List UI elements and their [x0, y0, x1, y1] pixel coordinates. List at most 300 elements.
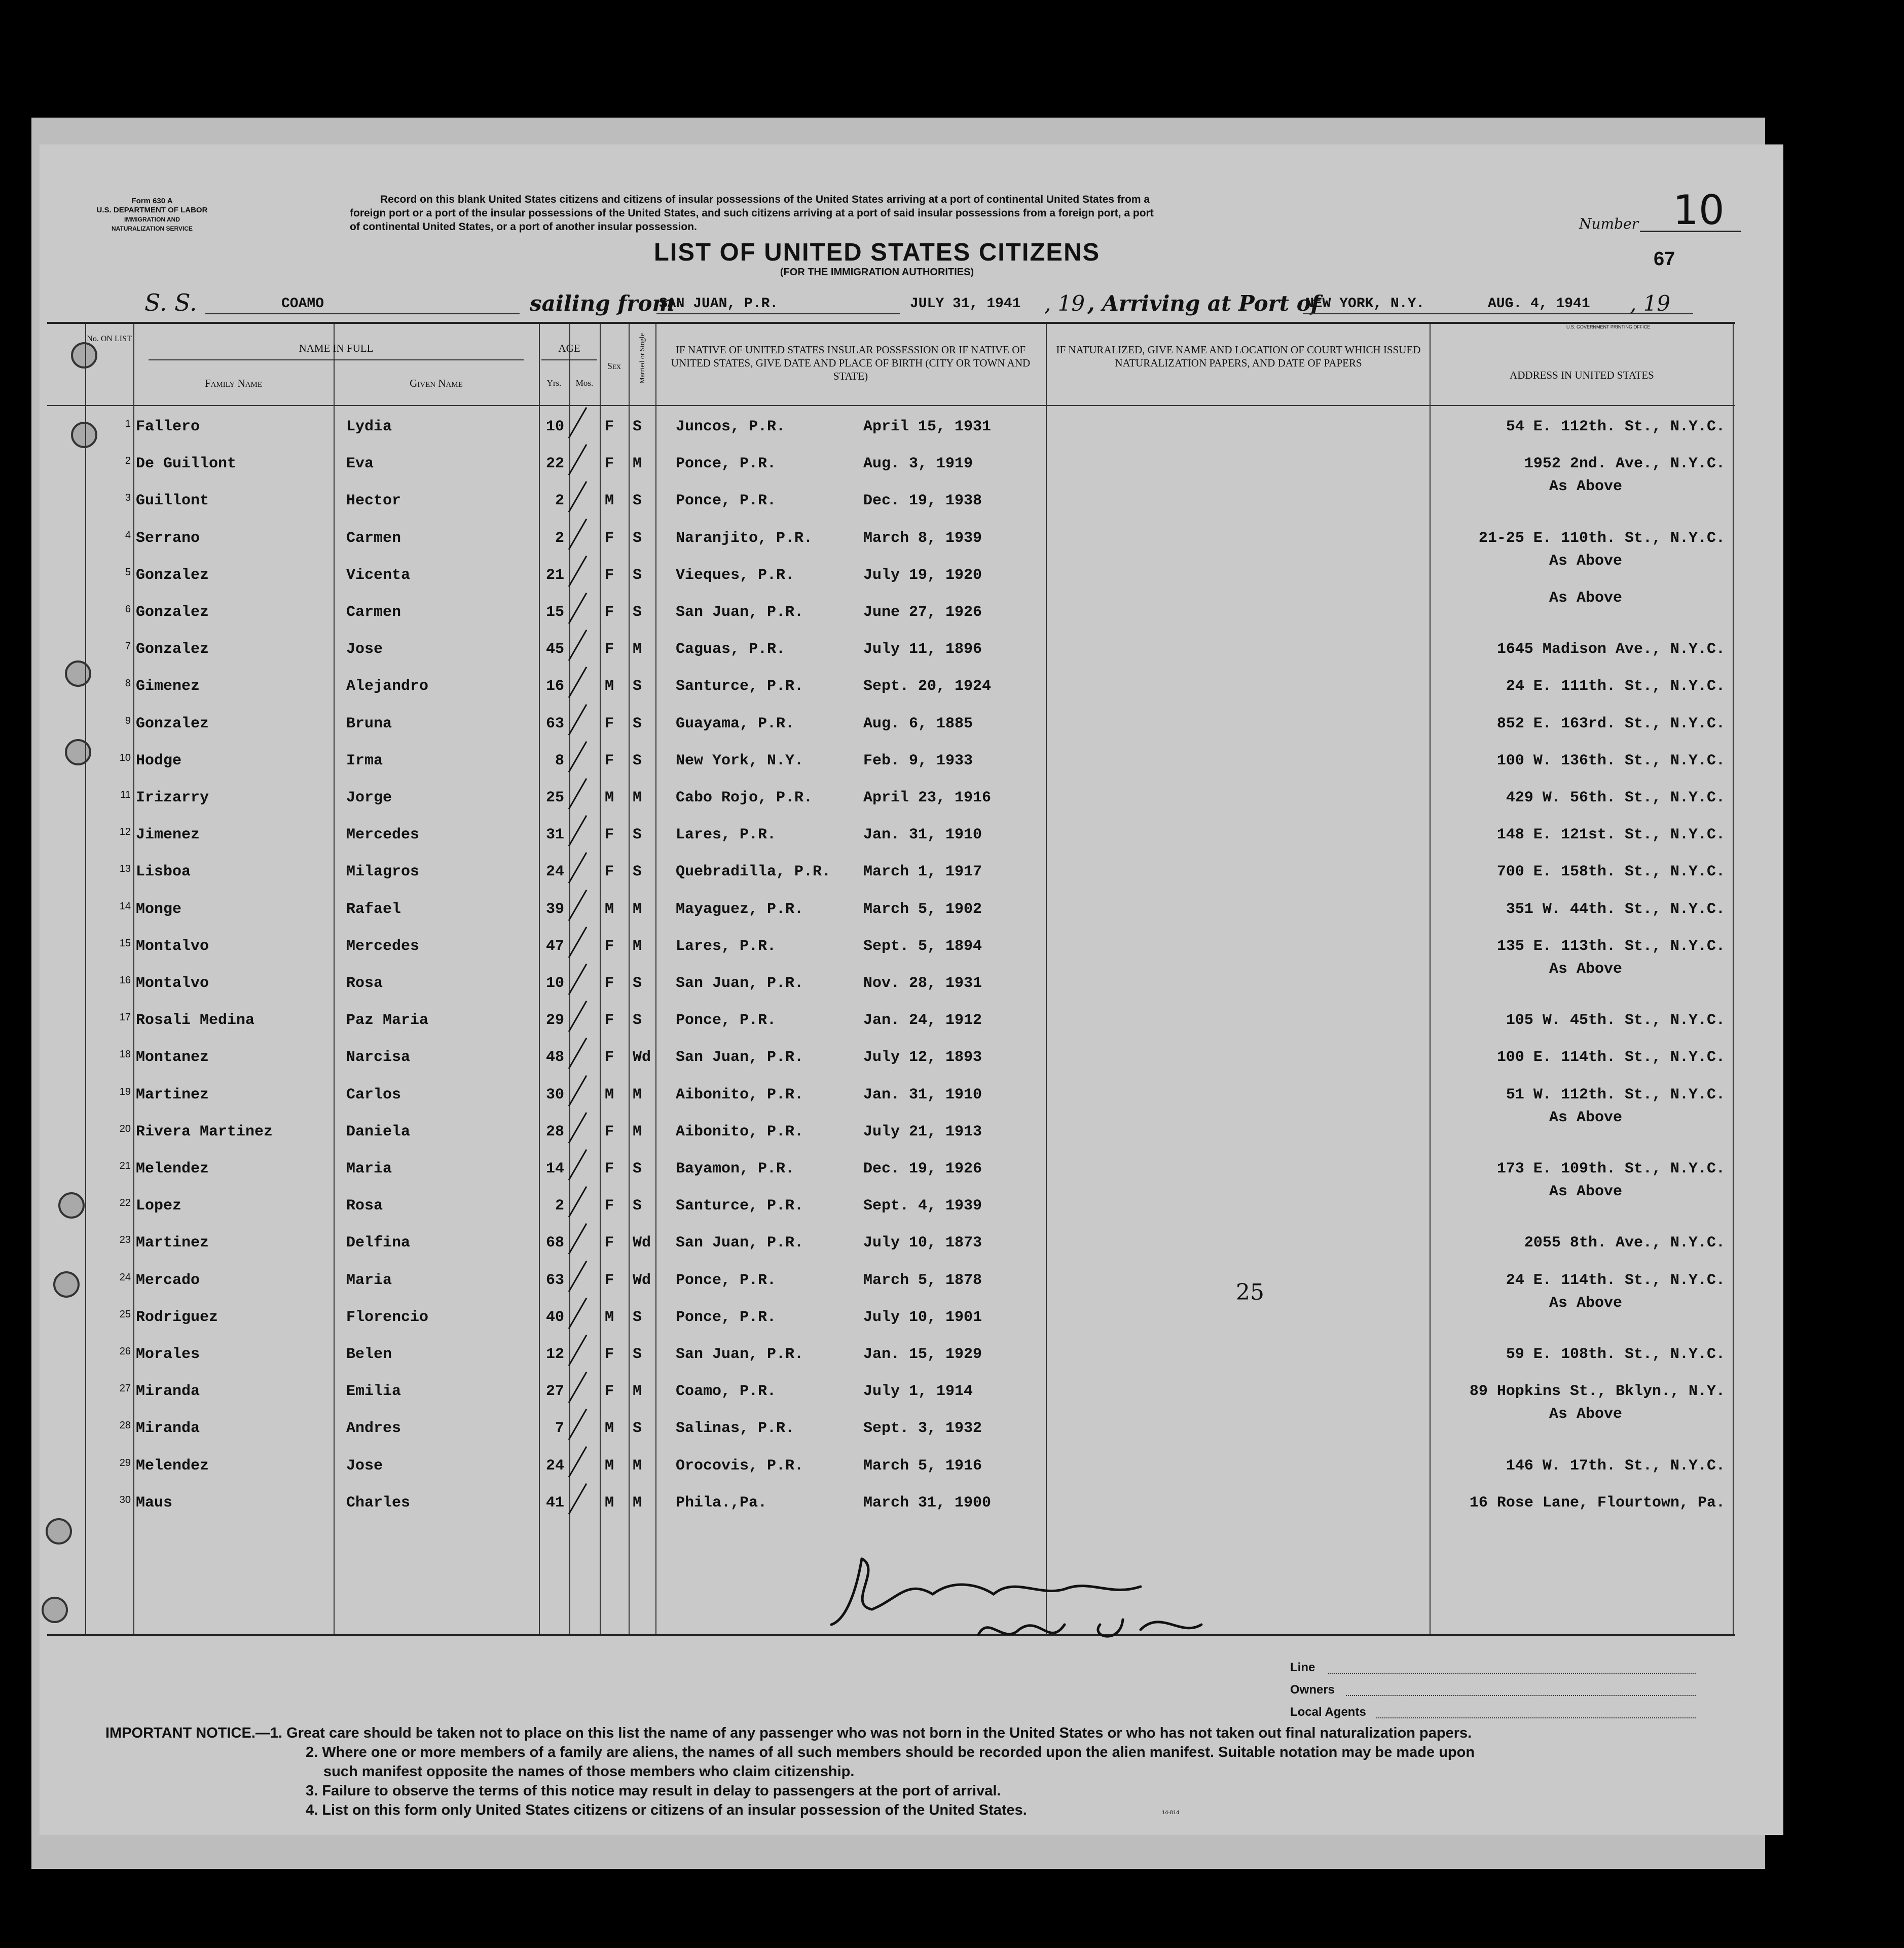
arrival-underline — [1303, 313, 1693, 314]
cell-sex: F — [605, 715, 614, 732]
instructions-line-1: Record on this blank United States citizens and citizens of insular possessions of the United States arriving at a port of continental United States from a — [380, 194, 1150, 205]
check-mark — [568, 519, 588, 550]
cell-sex: M — [605, 1420, 614, 1438]
ship-name: COAMO — [281, 296, 324, 312]
cell-sex: M — [605, 678, 614, 695]
cell-ms: S — [633, 492, 642, 510]
cell-given: Jorge — [346, 789, 392, 806]
check-mark — [568, 556, 588, 587]
cell-family: Mercado — [136, 1271, 200, 1289]
cell-no: 27 — [119, 1383, 131, 1394]
cell-date: April 15, 1931 — [863, 418, 992, 435]
cell-address: As Above — [1549, 1183, 1623, 1201]
cell-no: 8 — [125, 678, 131, 689]
cell-place: Cabo Rojo, P.R. — [676, 789, 813, 806]
cell-given: Emilia — [346, 1383, 401, 1401]
notice-item-2a: 2. Where one or more members of a family are aliens, the names of all such members should be recorded upon the alien manifest. Suitable notation may be made upon — [306, 1744, 1475, 1760]
cell-ms: M — [633, 641, 642, 658]
cell-no: 22 — [119, 1197, 131, 1209]
cell-sex: F — [605, 752, 614, 769]
check-mark — [568, 1261, 588, 1292]
ship-underline — [205, 313, 520, 314]
cell-family: Montalvo — [136, 937, 209, 955]
cell-ms: M — [633, 1494, 642, 1512]
col-divider — [334, 324, 335, 1634]
cell-date: July 19, 1920 — [863, 566, 982, 584]
cell-no: 9 — [125, 715, 131, 726]
check-mark — [568, 407, 588, 438]
check-mark — [568, 481, 588, 512]
cell-place: Lares, P.R. — [676, 937, 777, 955]
cell-date: March 5, 1878 — [863, 1271, 982, 1289]
cell-ms: S — [633, 566, 642, 584]
cell-no: 25 — [119, 1308, 131, 1320]
col-divider — [655, 324, 656, 1634]
cell-ms: S — [633, 1346, 642, 1363]
cell-family: Lisboa — [136, 863, 191, 881]
cell-place: Guayama, P.R. — [676, 715, 795, 732]
cell-address: 351 W. 44th. St., N.Y.C. — [1506, 900, 1725, 918]
sailing-underline — [656, 313, 900, 314]
cell-given: Lydia — [346, 418, 392, 435]
cell-given: Mercedes — [346, 826, 420, 844]
cell-yrs: 41 — [545, 1494, 564, 1512]
cell-sex: F — [605, 1049, 614, 1067]
check-mark — [568, 1409, 588, 1440]
cell-given: Hector — [346, 492, 401, 510]
col-divider — [600, 324, 601, 1634]
cell-family: De Guillont — [136, 455, 237, 473]
cell-address: As Above — [1549, 1109, 1623, 1126]
cell-yrs: 22 — [545, 455, 564, 473]
notice-heading: IMPORTANT NOTICE.— — [105, 1725, 270, 1741]
cell-yrs: 15 — [545, 604, 564, 621]
cell-address: 21-25 E. 110th. St., N.Y.C. — [1478, 529, 1725, 547]
cell-yrs: 29 — [545, 1012, 564, 1030]
check-mark — [568, 1483, 588, 1515]
cell-date: Aug. 6, 1885 — [863, 715, 973, 732]
cell-address: 1645 Madison Ave., N.Y.C. — [1496, 641, 1725, 658]
cell-yrs: 40 — [545, 1308, 564, 1326]
cell-date: Feb. 9, 1933 — [863, 752, 973, 769]
cell-date: Sept. 4, 1939 — [863, 1197, 982, 1215]
cell-family: Gonzalez — [136, 641, 209, 658]
cell-yrs: 31 — [545, 826, 564, 844]
cell-no: 29 — [119, 1457, 131, 1468]
arrival-port: NEW YORK, N.Y. — [1305, 296, 1425, 312]
cell-family: Gonzalez — [136, 715, 209, 732]
cell-no: 11 — [120, 789, 131, 800]
cell-family: Rosali Medina — [136, 1012, 255, 1030]
cell-address: 135 E. 113th. St., N.Y.C. — [1496, 937, 1725, 955]
check-mark — [568, 1446, 588, 1478]
header-married-single: Married or Single — [639, 333, 646, 384]
cell-ms: S — [633, 826, 642, 844]
inspector-signature — [826, 1549, 1212, 1655]
arriving-label: , Arriving at Port of — [1087, 291, 1320, 316]
header-address: ADDRESS IN UNITED STATES — [1510, 369, 1654, 381]
page-number: 67 — [1654, 248, 1675, 270]
cell-family: Jimenez — [136, 826, 200, 844]
check-mark — [568, 444, 588, 475]
cell-address: 51 W. 112th. St., N.Y.C. — [1506, 1086, 1725, 1104]
check-mark — [568, 741, 588, 773]
cell-sex: F — [605, 1383, 614, 1401]
cell-ms: Wd — [633, 1049, 651, 1067]
cell-address: As Above — [1549, 590, 1623, 607]
cell-ms: S — [633, 1420, 642, 1438]
cell-family: Martinez — [136, 1234, 209, 1252]
cell-given: Carlos — [346, 1086, 401, 1104]
cell-date: March 1, 1917 — [863, 863, 982, 881]
cell-family: Montanez — [136, 1049, 209, 1067]
cell-address: 700 E. 158th. St., N.Y.C. — [1496, 863, 1725, 881]
cell-address: As Above — [1549, 478, 1623, 496]
cell-ms: M — [633, 455, 642, 473]
cell-sex: F — [605, 1271, 614, 1289]
form-number: Form 630 A — [131, 197, 173, 205]
cell-ms: S — [633, 678, 642, 695]
cell-given: Rosa — [346, 975, 383, 992]
cell-sex: M — [605, 900, 614, 918]
cell-given: Carmen — [346, 604, 401, 621]
header-birth: IF NATIVE OF UNITED STATES INSULAR POSSESSION OR IF NATIVE OF UNITED STATES, GIVE DATE AND PLACE OF BIRTH (CITY OR TOWN AND STATE) — [671, 344, 1031, 382]
cell-ms: S — [633, 1012, 642, 1030]
check-mark — [568, 1149, 588, 1181]
cell-yrs: 7 — [555, 1420, 564, 1438]
cell-given: Bruna — [346, 715, 392, 732]
check-mark — [568, 593, 588, 624]
cell-yrs: 45 — [545, 641, 564, 658]
local-agents-field — [1376, 1717, 1696, 1718]
cell-place: Orocovis, P.R. — [676, 1457, 804, 1475]
cell-sex: F — [605, 863, 614, 881]
cell-place: Quebradilla, P.R. — [676, 863, 831, 881]
cell-family: Melendez — [136, 1457, 209, 1475]
cell-given: Irma — [346, 752, 383, 769]
cell-yrs: 28 — [545, 1123, 564, 1141]
cell-no: 23 — [119, 1234, 131, 1246]
cell-address: 173 E. 109th. St., N.Y.C. — [1496, 1160, 1725, 1178]
cell-given: Maria — [346, 1160, 392, 1178]
instructions — [350, 193, 1511, 234]
cell-ms: S — [633, 1308, 642, 1326]
cell-yrs: 8 — [555, 752, 564, 769]
header-age: AGE — [558, 342, 580, 354]
cell-place: San Juan, P.R. — [676, 604, 804, 621]
cell-ms: M — [633, 1086, 642, 1104]
cell-address: 24 E. 111th. St., N.Y.C. — [1506, 678, 1725, 695]
cell-family: Hodge — [136, 752, 182, 769]
cell-date: Dec. 19, 1938 — [863, 492, 982, 510]
cell-place: Bayamon, P.R. — [676, 1160, 795, 1178]
header-yrs: Yrs. — [546, 378, 562, 388]
cell-given: Rosa — [346, 1197, 383, 1215]
cell-sex: M — [605, 1086, 614, 1104]
owners-field — [1346, 1695, 1696, 1696]
cell-given: Delfina — [346, 1234, 411, 1252]
cell-place: San Juan, P.R. — [676, 1346, 804, 1363]
cell-no: 13 — [119, 863, 131, 875]
cell-family: Guillont — [136, 492, 209, 510]
form-agency-block — [76, 197, 228, 233]
cell-date: Sept. 20, 1924 — [863, 678, 992, 695]
cell-place: Mayaguez, P.R. — [676, 900, 804, 918]
cell-place: Santurce, P.R. — [676, 678, 804, 695]
cell-ms: Wd — [633, 1234, 651, 1252]
cell-family: Monge — [136, 900, 182, 918]
col-divider — [629, 324, 630, 1634]
cell-date: March 5, 1902 — [863, 900, 982, 918]
cell-date: Sept. 3, 1932 — [863, 1420, 982, 1438]
passenger-table — [47, 322, 1735, 1636]
cell-family: Fallero — [136, 418, 200, 435]
agents-owners-label: Owners — [1290, 1683, 1335, 1697]
cell-ms: M — [633, 1457, 642, 1475]
cell-address: As Above — [1549, 961, 1623, 978]
cell-yrs: 2 — [555, 1197, 564, 1215]
cell-sex: F — [605, 641, 614, 658]
line-field — [1328, 1673, 1696, 1674]
col-divider — [85, 324, 86, 1634]
cell-yrs: 12 — [545, 1346, 564, 1363]
cell-address: As Above — [1549, 1294, 1623, 1312]
cell-sex: M — [605, 1494, 614, 1512]
cell-date: July 21, 1913 — [863, 1123, 982, 1141]
cell-date: March 5, 1916 — [863, 1457, 982, 1475]
cell-given: Florencio — [346, 1308, 429, 1326]
header-no-on-list: No. ON LIST — [87, 335, 132, 343]
check-mark — [568, 815, 588, 847]
check-mark — [568, 1038, 588, 1069]
cell-ms: M — [633, 789, 642, 806]
col-divider — [1046, 324, 1047, 1634]
cell-place: Lares, P.R. — [676, 826, 777, 844]
sailing-label: sailing from — [530, 291, 675, 316]
cell-yrs: 30 — [545, 1086, 564, 1104]
number-label: Number — [1579, 215, 1638, 232]
cell-ms: S — [633, 418, 642, 435]
cell-yrs: 21 — [545, 566, 564, 584]
cell-place: New York, N.Y. — [676, 752, 804, 769]
cell-address: As Above — [1549, 552, 1623, 570]
cell-no: 24 — [119, 1271, 131, 1283]
cell-place: Juncos, P.R. — [676, 418, 786, 435]
check-mark — [568, 964, 588, 995]
check-mark — [568, 1112, 588, 1144]
cell-address: 429 W. 56th. St., N.Y.C. — [1506, 789, 1725, 806]
count-note: 25 — [1236, 1279, 1264, 1305]
instructions-line-2: foreign port or a port of the insular possessions of the United States, and such citizens arriving at a port of said insular possessions from a foreign port, a port — [350, 207, 1154, 219]
cell-ms: Wd — [633, 1271, 651, 1289]
cell-place: Ponce, P.R. — [676, 455, 777, 473]
cell-yrs: 24 — [545, 1457, 564, 1475]
cell-family: Montalvo — [136, 975, 209, 992]
cell-given: Carmen — [346, 529, 401, 547]
cell-ms: M — [633, 937, 642, 955]
cell-sex: M — [605, 789, 614, 806]
year-suffix-2: , 19 — [1630, 291, 1671, 316]
cell-given: Mercedes — [346, 937, 420, 955]
cell-place: Ponce, P.R. — [676, 1012, 777, 1030]
cell-no: 10 — [119, 752, 131, 763]
cell-sex: F — [605, 975, 614, 992]
cell-sex: M — [605, 1457, 614, 1475]
cell-address: 852 E. 163rd. St., N.Y.C. — [1496, 715, 1725, 732]
cell-sex: F — [605, 937, 614, 955]
cell-given: Jose — [346, 641, 383, 658]
check-mark — [568, 1223, 588, 1255]
year-suffix-1: , 19 — [1044, 291, 1085, 316]
cell-sex: F — [605, 1197, 614, 1215]
cell-no: 3 — [125, 492, 131, 504]
cell-no: 17 — [119, 1012, 131, 1023]
printer-note: U.S. GOVERNMENT PRINTING OFFICE — [1566, 324, 1651, 329]
service-name-1: IMMIGRATION AND — [124, 216, 180, 223]
cell-no: 19 — [119, 1086, 131, 1097]
cell-date: Nov. 28, 1931 — [863, 975, 982, 992]
cell-ms: S — [633, 529, 642, 547]
check-mark — [568, 1186, 588, 1218]
service-name-2: NATURALIZATION SERVICE — [111, 225, 193, 232]
cell-place: San Juan, P.R. — [676, 1049, 804, 1067]
cell-given: Milagros — [346, 863, 420, 881]
cell-no: 26 — [119, 1346, 131, 1357]
cell-date: Dec. 19, 1926 — [863, 1160, 982, 1178]
ship-line — [144, 289, 1706, 319]
name-subdivider — [149, 359, 524, 360]
cell-no: 12 — [119, 826, 131, 838]
check-mark — [568, 630, 588, 661]
cell-ms: S — [633, 1197, 642, 1215]
cell-yrs: 39 — [545, 900, 564, 918]
cell-date: July 12, 1893 — [863, 1049, 982, 1067]
cell-family: Rivera Martinez — [136, 1123, 273, 1141]
check-mark — [568, 667, 588, 698]
cell-sex: F — [605, 1160, 614, 1178]
cell-address: 148 E. 121st. St., N.Y.C. — [1496, 826, 1725, 844]
page-title: LIST OF UNITED STATES CITIZENS — [653, 239, 1101, 266]
cell-address: 1952 2nd. Ave., N.Y.C. — [1524, 455, 1725, 473]
check-mark — [568, 927, 588, 958]
cell-no: 7 — [125, 641, 131, 652]
cell-given: Vicenta — [346, 566, 411, 584]
list-number: 10 — [1673, 187, 1725, 234]
cell-ms: S — [633, 604, 642, 621]
col-divider — [1733, 324, 1734, 1634]
cell-address: 2055 8th. Ave., N.Y.C. — [1524, 1234, 1725, 1252]
agents-block — [1290, 1657, 1366, 1723]
cell-place: Ponce, P.R. — [676, 1271, 777, 1289]
cell-family: Martinez — [136, 1086, 209, 1104]
cell-family: Lopez — [136, 1197, 182, 1215]
cell-given: Alejandro — [346, 678, 429, 695]
cell-family: Rodriguez — [136, 1308, 218, 1326]
cell-no: 2 — [125, 455, 131, 467]
cell-date: July 1, 1914 — [863, 1383, 973, 1401]
cell-place: San Juan, P.R. — [676, 975, 804, 992]
cell-family: Gonzalez — [136, 566, 209, 584]
check-mark — [568, 1335, 588, 1366]
cell-date: Jan. 31, 1910 — [863, 1086, 982, 1104]
cell-yrs: 10 — [545, 418, 564, 435]
header-family-name: Family Name — [204, 377, 263, 389]
cell-place: Coamo, P.R. — [676, 1383, 777, 1401]
notice-item-4: 4. List on this form only United States citizens or citizens of an insular possession of the United States. — [306, 1802, 1027, 1818]
cell-no: 30 — [119, 1494, 131, 1505]
sailing-date: JULY 31, 1941 — [910, 296, 1021, 312]
cell-no: 20 — [119, 1123, 131, 1134]
cell-no: 15 — [119, 937, 131, 949]
cell-address: 100 E. 114th. St., N.Y.C. — [1496, 1049, 1725, 1067]
cell-family: Serrano — [136, 529, 200, 547]
cell-given: Maria — [346, 1271, 392, 1289]
age-subdivider — [541, 359, 597, 360]
cell-address: 24 E. 114th. St., N.Y.C. — [1506, 1271, 1725, 1289]
cell-yrs: 16 — [545, 678, 564, 695]
agents-line-label: Line — [1290, 1661, 1315, 1674]
arrival-date: AUG. 4, 1941 — [1488, 296, 1590, 312]
cell-ms: S — [633, 863, 642, 881]
cell-no: 21 — [119, 1160, 131, 1171]
cell-place: Vieques, P.R. — [676, 566, 795, 584]
check-mark — [568, 1001, 588, 1032]
check-mark — [568, 1075, 588, 1107]
cell-yrs: 24 — [545, 863, 564, 881]
cell-sex: F — [605, 1234, 614, 1252]
cell-address: 146 W. 17th. St., N.Y.C. — [1506, 1457, 1725, 1475]
header-name-in-full: NAME IN FULL — [299, 342, 374, 354]
check-mark — [568, 852, 588, 884]
title-block — [558, 238, 1196, 278]
cell-date: March 8, 1939 — [863, 529, 982, 547]
cell-place: Ponce, P.R. — [676, 492, 777, 510]
cell-given: Narcisa — [346, 1049, 411, 1067]
cell-ms: S — [633, 1160, 642, 1178]
cell-no: 1 — [125, 418, 131, 429]
cell-given: Paz Maria — [346, 1012, 429, 1030]
cell-place: Aibonito, P.R. — [676, 1123, 804, 1141]
cell-date: Aug. 3, 1919 — [863, 455, 973, 473]
cell-family: Melendez — [136, 1160, 209, 1178]
cell-family: Morales — [136, 1346, 200, 1363]
col-divider — [1430, 324, 1431, 1634]
header-sex: Sex — [607, 361, 621, 371]
check-mark — [568, 778, 588, 810]
header-naturalized: IF NATURALIZED, GIVE NAME AND LOCATION OF COURT WHICH ISSUED NATURALIZATION PAPERS, AND DATE OF PAPERS — [1056, 344, 1421, 369]
check-mark — [568, 1372, 588, 1403]
cell-date: July 10, 1901 — [863, 1308, 982, 1326]
cell-ms: S — [633, 975, 642, 992]
cell-sex: F — [605, 604, 614, 621]
cell-no: 18 — [119, 1049, 131, 1060]
cell-ms: S — [633, 752, 642, 769]
cell-place: Caguas, P.R. — [676, 641, 786, 658]
cell-date: Sept. 5, 1894 — [863, 937, 982, 955]
cell-yrs: 2 — [555, 529, 564, 547]
cell-given: Jose — [346, 1457, 383, 1475]
cell-place: Naranjito, P.R. — [676, 529, 813, 547]
notice-item-1: 1. Great care should be taken not to place on this list the name of any passenger who was not born in the United States or who has not taken out final naturalization papers. — [270, 1725, 1472, 1741]
cell-address: 100 W. 136th. St., N.Y.C. — [1496, 752, 1725, 769]
cell-yrs: 14 — [545, 1160, 564, 1178]
cell-address: 89 Hopkins St., Bklyn., N.Y. — [1469, 1383, 1725, 1401]
cell-date: July 11, 1896 — [863, 641, 982, 658]
cell-ms: M — [633, 1123, 642, 1141]
department-name: U.S. DEPARTMENT OF LABOR — [96, 206, 208, 214]
cell-place: San Juan, P.R. — [676, 1234, 804, 1252]
cell-sex: F — [605, 455, 614, 473]
